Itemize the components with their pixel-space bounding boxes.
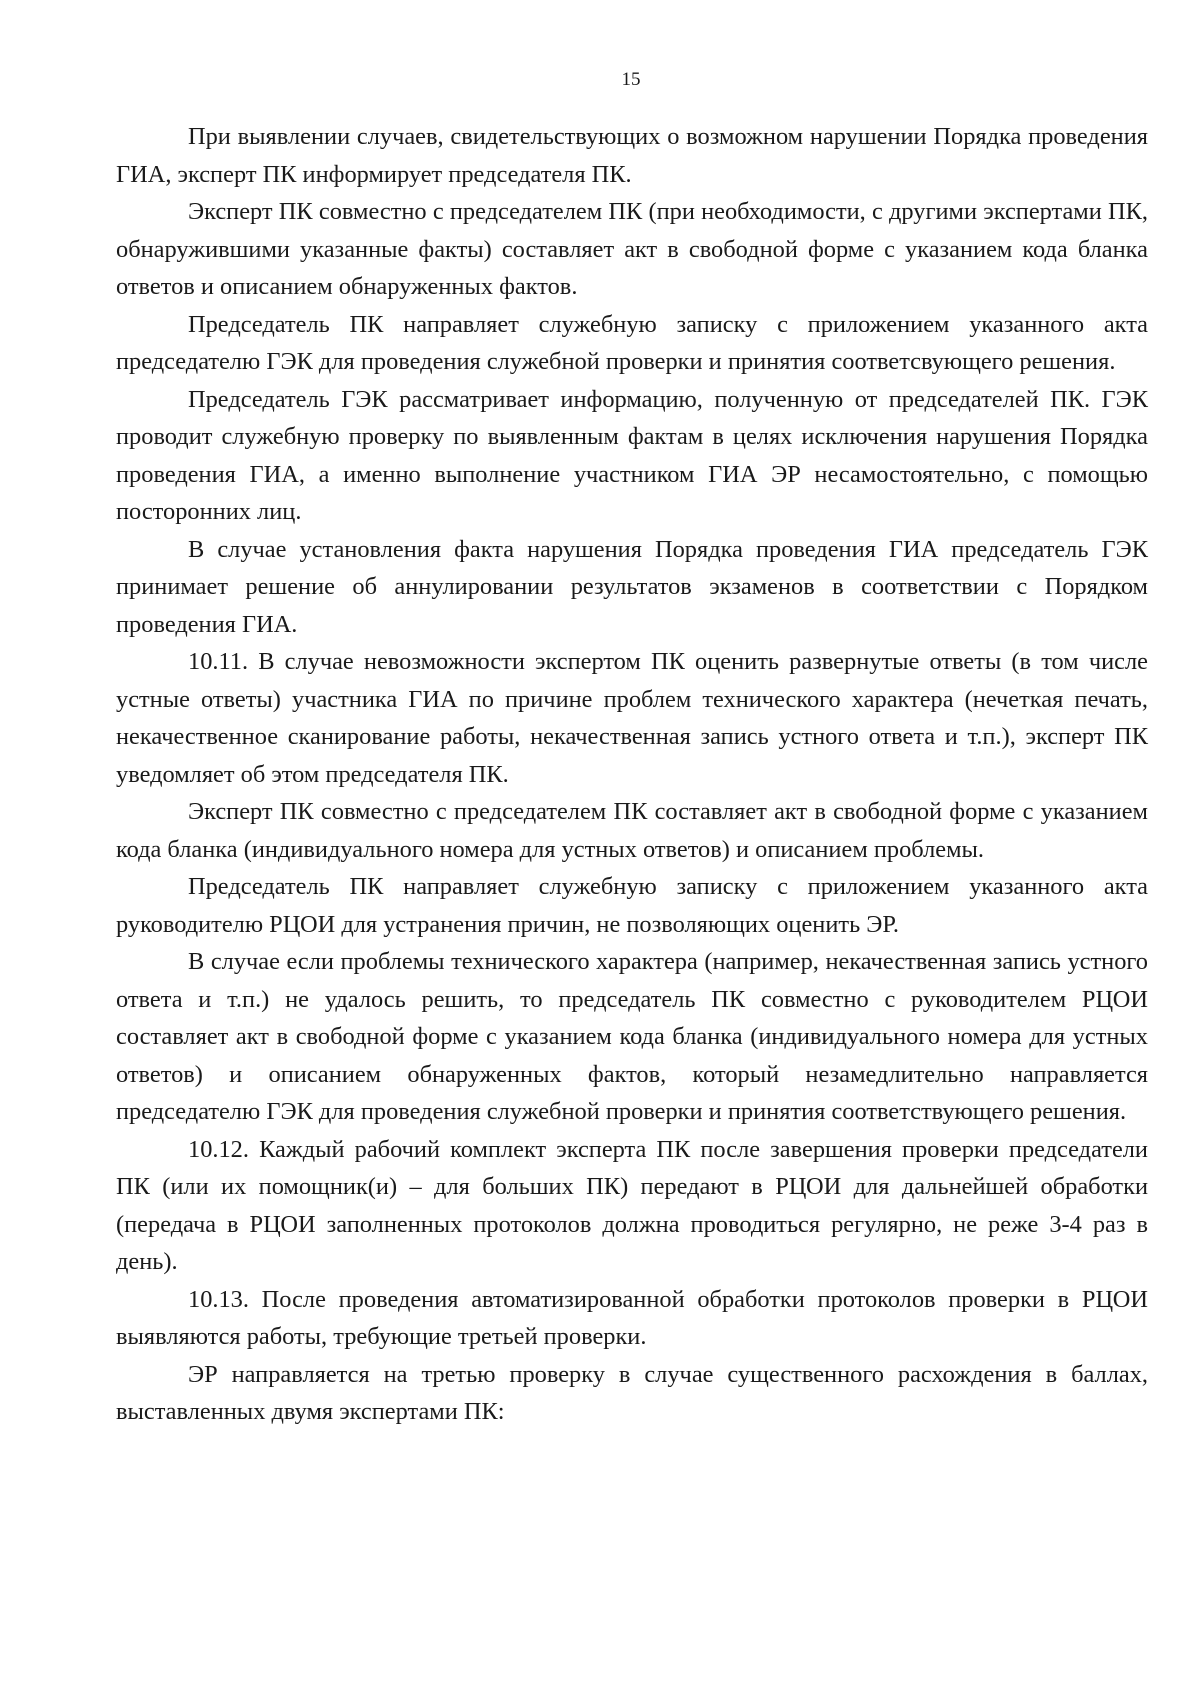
page-number: 15	[621, 69, 641, 90]
paragraph-10-11: 10.11. В случае невозможности экспертом ПК оценить развернутые ответы (в том числе устные ответы) участника ГИА по причине проблем технического характера (нечеткая печать, некачественное сканирование работы, некачественная запись устного ответа и т.п.), эксперт ПК уведомляет об этом председателя ПК.	[116, 648, 1148, 788]
paragraph: В случае установления факта нарушения Порядка проведения ГИА председатель ГЭК принимает решение об аннулировании результатов экзаменов в соответствии с Порядком проведения ГИА.	[116, 535, 1148, 638]
paragraph: При выявлении случаев, свидетельствующих о возможном нарушении Порядка проведения ГИА, эксперт ПК информирует председателя ПК.	[116, 123, 1148, 188]
paragraph: Эксперт ПК совместно с председателем ПК составляет акт в свободной форме с указанием кода бланка (индивидуального номера для устных ответов) и описанием проблемы.	[116, 798, 1148, 863]
paragraph: Председатель ПК направляет служебную записку с приложением указанного акта председателю ГЭК для проведения служебной проверки и принятия соответсвующего решения.	[116, 310, 1148, 375]
paragraph: Эксперт ПК совместно с председателем ПК (при необходимости, с другими экспертами ПК, обнаружившими указанные факты) составляет акт в свободной форме с указанием кода бланка ответов и описанием обнаруженных фактов.	[116, 198, 1148, 300]
paragraph-10-12: 10.12. Каждый рабочий комплект эксперта ПК после завершения проверки председатели ПК (или их помощник(и) – для больших ПК) передают в РЦОИ для дальнейшей обработки (передача в РЦОИ заполненных протоколов должна проводиться регулярно, не реже 3-4 раз в день).	[116, 1135, 1148, 1275]
paragraph: Председатель ПК направляет служебную записку с приложением указанного акта руководителю РЦОИ для устранения причин, не позволяющих оценить ЭР.	[116, 873, 1148, 938]
paragraph: Председатель ГЭК рассматривает информацию, полученную от председателей ПК. ГЭК проводит служебную проверку по выявленным фактам в целях исключения нарушения Порядка проведения ГИА, а именно выполнение участником ГИА ЭР несамостоятельно, с помощью посторонних лиц.	[116, 385, 1148, 525]
paragraph: ЭР направляется на третью проверку в случае существенного расхождения в баллах, выставленных двумя экспертами ПК:	[116, 1360, 1148, 1425]
paragraph-10-13: 10.13. После проведения автоматизированной обработки протоколов проверки в РЦОИ выявляются работы, требующие третьей проверки.	[116, 1285, 1148, 1350]
paragraph: В случае если проблемы технического характера (например, некачественная запись устного ответа и т.п.) не удалось решить, то председатель ПК совместно с руководителем РЦОИ составляет акт в свободной форме с указанием кода бланка (индивидуального номера для устных ответов) и описанием обнаруженных фактов, который незамедлительно направляется председателю ГЭК для проведения служебной проверки и принятия соответствующего решения.	[116, 948, 1148, 1125]
document-body	[116, 118, 1148, 1431]
